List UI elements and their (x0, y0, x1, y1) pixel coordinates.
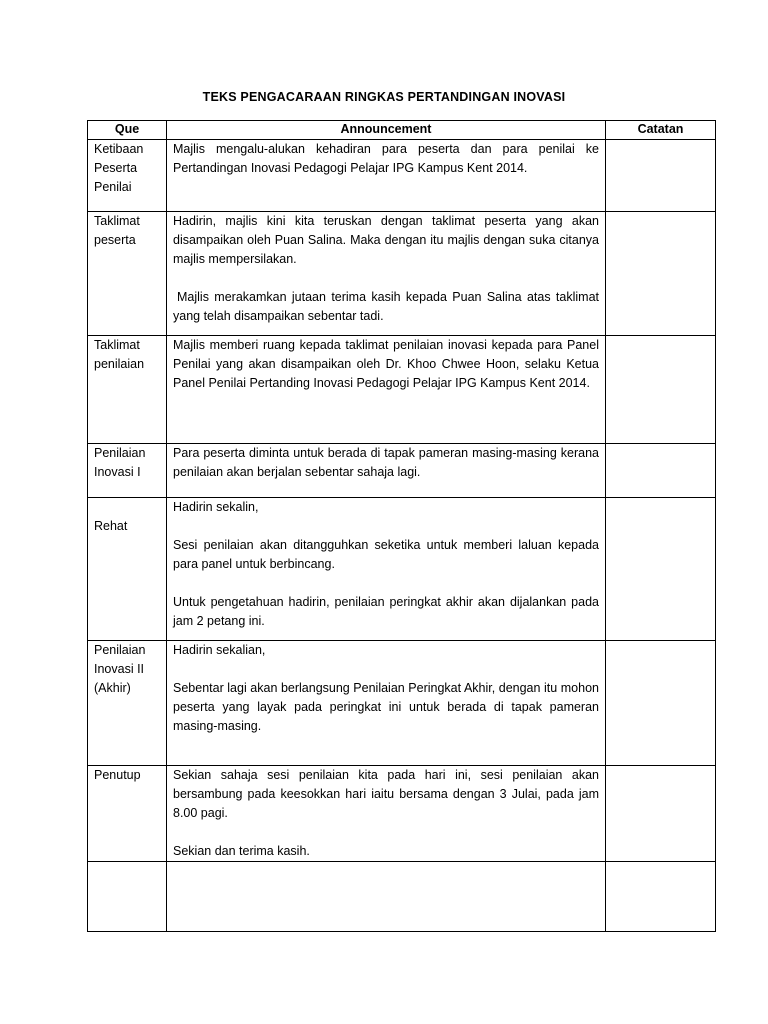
que-cell (88, 498, 167, 641)
announcement-cell (167, 641, 606, 766)
table-header-row (88, 121, 716, 140)
table-row (88, 444, 716, 498)
announcement-paragraph: Sekian dan terima kasih. (173, 844, 310, 858)
que-label: Taklimat peserta (94, 214, 140, 247)
announcement-paragraph: Majlis memberi ruang kepada taklimat penilaian inovasi kepada para Panel Penilai yang akan disampaikan oleh Dr. Khoo Chwee Hoon, selaku Ketua Panel Penilai Pertanding Inovasi Pedagogi Pelajar IPG Kampus Kent 2014. (173, 338, 599, 390)
que-cell (88, 766, 167, 862)
que-cell (88, 862, 167, 932)
announcement-paragraph: Para peserta diminta untuk berada di tapak pameran masing-masing kerana penilaian akan berjalan sebentar sahaja lagi. (173, 446, 599, 479)
que-label: Penutup (94, 768, 141, 782)
table-row (88, 766, 716, 862)
announcement-cell (167, 444, 606, 498)
announcement-cell (167, 336, 606, 444)
script-table (87, 120, 716, 932)
que-cell (88, 140, 167, 212)
catatan-cell (606, 498, 716, 641)
table-row (88, 498, 716, 641)
catatan-cell (606, 444, 716, 498)
header-que: Que (88, 121, 167, 140)
announcement-cell (167, 140, 606, 212)
announcement-paragraph: Majlis mengalu-alukan kehadiran para peserta dan para penilai ke Pertandingan Inovasi Pedagogi Pelajar IPG Kampus Kent 2014. (173, 142, 599, 175)
announcement-paragraph: Hadirin sekalin, (173, 500, 259, 514)
catatan-cell (606, 766, 716, 862)
que-cell (88, 336, 167, 444)
announcement-paragraph: Sekian sahaja sesi penilaian kita pada hari ini, sesi penilaian akan bersambung pada keesokkan hari iaitu bersama dengan 3 Julai, pada jam 8.00 pagi. (173, 768, 599, 820)
announcement-cell (167, 862, 606, 932)
catatan-cell (606, 641, 716, 766)
que-label: Penilaian Inovasi I (94, 446, 146, 479)
que-label: Taklimat penilaian (94, 338, 145, 371)
table-row (88, 336, 716, 444)
table-row (88, 862, 716, 932)
announcement-cell (167, 498, 606, 641)
catatan-cell (606, 336, 716, 444)
document-title: TEKS PENGACARAAN RINGKAS PERTANDINGAN INOVASI (202, 90, 566, 104)
header-announcement: Announcement (167, 121, 606, 140)
catatan-cell (606, 862, 716, 932)
que-cell (88, 212, 167, 336)
que-label: Penilaian Inovasi II (Akhir) (94, 643, 146, 695)
que-cell (88, 444, 167, 498)
announcement-cell (167, 766, 606, 862)
announcement-paragraph: Sesi penilaian akan ditangguhkan seketika untuk memberi laluan kepada para panel untuk berbincang. (173, 538, 599, 571)
que-label: Rehat (94, 519, 128, 533)
table-row (88, 641, 716, 766)
announcement-paragraph: Hadirin sekalian, (173, 643, 266, 657)
table-row (88, 140, 716, 212)
header-catatan: Catatan (606, 121, 716, 140)
catatan-cell (606, 140, 716, 212)
announcement-paragraph: Untuk pengetahuan hadirin, penilaian peringkat akhir akan dijalankan pada jam 2 petang ini. (173, 595, 599, 628)
que-label: Ketibaan Peserta Penilai (94, 142, 144, 194)
announcement-paragraph: Majlis merakamkan jutaan terima kasih kepada Puan Salina atas taklimat yang telah disampaikan sebentar tadi. (173, 290, 599, 323)
announcement-paragraph: Hadirin, majlis kini kita teruskan dengan taklimat peserta yang akan disampaikan oleh Puan Salina. Maka dengan itu majlis dengan suka citanya majlis mempersilakan. (173, 214, 599, 266)
table-row (88, 212, 716, 336)
catatan-cell (606, 212, 716, 336)
announcement-cell (167, 212, 606, 336)
announcement-paragraph: Sebentar lagi akan berlangsung Penilaian Peringkat Akhir, dengan itu mohon peserta yang layak pada peringkat ini untuk berada di tapak pameran masing-masing. (173, 681, 599, 733)
que-cell (88, 641, 167, 766)
